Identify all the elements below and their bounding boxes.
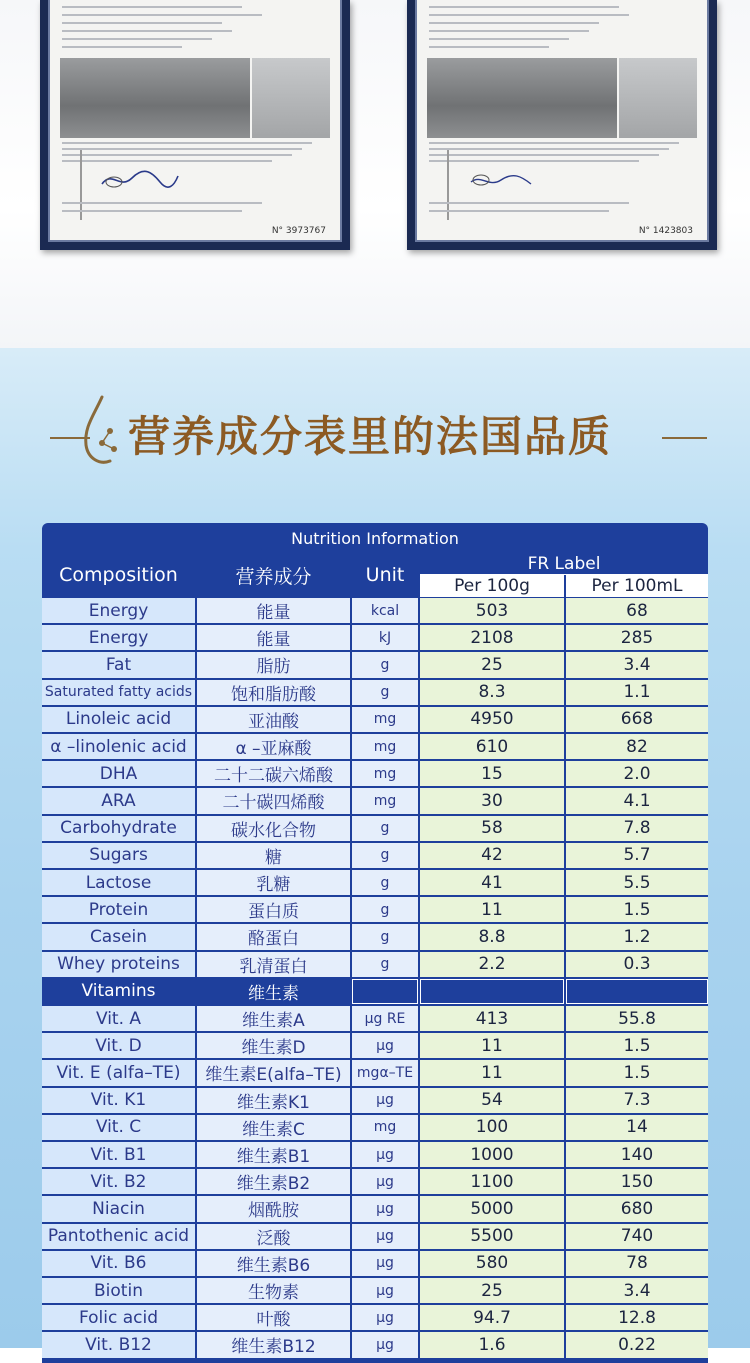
- row-per-100ml: 5.7: [566, 843, 708, 868]
- row-unit: g: [352, 652, 418, 677]
- row-per-100g: 5000: [420, 1196, 564, 1221]
- row-per-100g: 11: [420, 1060, 564, 1085]
- row-per-100g: 8.8: [420, 924, 564, 949]
- row-composition-cn: 生物素: [197, 1278, 350, 1303]
- signature-icon: [100, 168, 180, 192]
- row-composition: Carbohydrate: [42, 816, 195, 841]
- certificate-number: N° 3973767: [271, 226, 326, 236]
- row-unit: g: [352, 843, 418, 868]
- row-composition-cn: 蛋白质: [197, 897, 350, 922]
- row-per-100ml: 3.4: [566, 652, 708, 677]
- row-per-100ml: 150: [566, 1169, 708, 1194]
- row-unit: g: [352, 816, 418, 841]
- row-composition-cn: 维生素B1: [197, 1142, 350, 1167]
- row-unit: g: [352, 897, 418, 922]
- row-composition-cn: 乳清蛋白: [197, 952, 350, 977]
- row-unit: g: [352, 680, 418, 705]
- row-per-100ml: 140: [566, 1142, 708, 1167]
- row-composition-cn: 维生素C: [197, 1115, 350, 1140]
- header-unit: Unit: [365, 564, 405, 586]
- row-section-per-100ml: [566, 979, 708, 1004]
- row-per-100g: 8.3: [420, 680, 564, 705]
- row-per-100g: 503: [420, 598, 564, 623]
- row-composition: Vit. D: [42, 1033, 195, 1058]
- row-unit: μg: [352, 1305, 418, 1330]
- row-composition: Vit. B12: [42, 1332, 195, 1357]
- row-unit: mg: [352, 734, 418, 759]
- row-section-per-100g: [420, 979, 564, 1004]
- row-per-100ml: 7.8: [566, 816, 708, 841]
- row-unit: μg: [352, 1033, 418, 1058]
- row-per-100g: 54: [420, 1088, 564, 1113]
- header-fr-label: FR Label: [527, 554, 601, 574]
- row-per-100g: 30: [420, 788, 564, 813]
- row-per-100ml: 3.4: [566, 1278, 708, 1303]
- row-composition: Whey proteins: [42, 952, 195, 977]
- row-section-unit: [352, 979, 418, 1004]
- row-unit: kJ: [352, 625, 418, 650]
- row-composition-cn: 碳水化合物: [197, 816, 350, 841]
- row-composition-cn: 乳糖: [197, 870, 350, 895]
- row-unit: μg RE: [352, 1006, 418, 1031]
- row-per-100ml: 668: [566, 707, 708, 732]
- row-per-100ml: 82: [566, 734, 708, 759]
- row-composition: Vit. B1: [42, 1142, 195, 1167]
- row-composition-cn: 二十二碳六烯酸: [197, 761, 350, 786]
- row-unit: mg: [352, 707, 418, 732]
- row-per-100ml: 12.8: [566, 1305, 708, 1330]
- row-per-100g: 413: [420, 1006, 564, 1031]
- row-per-100ml: 14: [566, 1115, 708, 1140]
- row-per-100ml: 68: [566, 598, 708, 623]
- row-unit: g: [352, 924, 418, 949]
- row-per-100g: 100: [420, 1115, 564, 1140]
- row-per-100ml: 680: [566, 1196, 708, 1221]
- row-composition: Niacin: [42, 1196, 195, 1221]
- row-composition-cn: 维生素K1: [197, 1088, 350, 1113]
- row-unit: g: [352, 870, 418, 895]
- row-composition-cn: 叶酸: [197, 1305, 350, 1330]
- row-per-100ml: 4.1: [566, 788, 708, 813]
- row-per-100g: 42: [420, 843, 564, 868]
- row-composition: Folic acid: [42, 1305, 195, 1330]
- certificate-number: N° 1423803: [638, 226, 693, 236]
- row-unit: mg: [352, 761, 418, 786]
- row-per-100g: 25: [420, 652, 564, 677]
- row-per-100g: 11: [420, 1033, 564, 1058]
- row-per-100ml: 1.1: [566, 680, 708, 705]
- row-composition: Vit. C: [42, 1115, 195, 1140]
- row-section-label-cn: 维生素: [197, 979, 350, 1004]
- row-composition: Vit. B6: [42, 1251, 195, 1276]
- row-composition: Energy: [42, 598, 195, 623]
- signature-icon: [467, 168, 547, 192]
- row-composition-cn: 维生素B6: [197, 1251, 350, 1276]
- table-caption: Nutrition Information: [291, 528, 459, 548]
- header-per-100g: Per 100g: [420, 575, 564, 597]
- row-composition-cn: 维生素D: [197, 1033, 350, 1058]
- row-composition-cn: 维生素E(alfa–TE): [197, 1060, 350, 1085]
- row-section-label: Vitamins: [42, 979, 195, 1004]
- row-per-100ml: 740: [566, 1224, 708, 1249]
- certificate-frame-right: [407, 0, 717, 250]
- row-composition-cn: 泛酸: [197, 1224, 350, 1249]
- row-unit: μg: [352, 1224, 418, 1249]
- row-per-100g: 1000: [420, 1142, 564, 1167]
- row-composition: Casein: [42, 924, 195, 949]
- row-per-100g: 610: [420, 734, 564, 759]
- row-composition: Energy: [42, 625, 195, 650]
- row-composition: ARA: [42, 788, 195, 813]
- row-composition: Protein: [42, 897, 195, 922]
- row-per-100ml: 5.5: [566, 870, 708, 895]
- row-composition-cn: 二十碳四烯酸: [197, 788, 350, 813]
- row-unit: μg: [352, 1278, 418, 1303]
- section-title: 营养成分表里的法国品质: [128, 412, 613, 461]
- row-per-100g: 1100: [420, 1169, 564, 1194]
- row-per-100g: 1.6: [420, 1332, 564, 1357]
- header-composition: Composition: [59, 564, 178, 586]
- row-per-100ml: 55.8: [566, 1006, 708, 1031]
- row-per-100g: 11: [420, 897, 564, 922]
- row-unit: μg: [352, 1251, 418, 1276]
- header-per-100ml: Per 100mL: [566, 575, 708, 597]
- nutrition-table: [42, 523, 708, 1363]
- row-per-100ml: 0.3: [566, 952, 708, 977]
- row-composition: Vit. K1: [42, 1088, 195, 1113]
- row-composition: Pantothenic acid: [42, 1224, 195, 1249]
- row-composition-cn: 糖: [197, 843, 350, 868]
- droplet-icon: [80, 393, 124, 467]
- certificate-area: [0, 0, 750, 348]
- row-composition-cn: 能量: [197, 598, 350, 623]
- row-unit: mg: [352, 788, 418, 813]
- row-per-100g: 2108: [420, 625, 564, 650]
- row-composition-cn: 亚油酸: [197, 707, 350, 732]
- certificate-frame-left: [40, 0, 350, 250]
- row-composition-cn: 维生素B12: [197, 1332, 350, 1357]
- row-composition: Sugars: [42, 843, 195, 868]
- row-unit: μg: [352, 1169, 418, 1194]
- row-composition: Linoleic acid: [42, 707, 195, 732]
- row-composition: Fat: [42, 652, 195, 677]
- row-per-100ml: 0.22: [566, 1332, 708, 1357]
- row-composition-cn: 烟酰胺: [197, 1196, 350, 1221]
- row-composition: Saturated fatty acids: [42, 680, 195, 705]
- row-per-100ml: 1.2: [566, 924, 708, 949]
- row-composition-cn: 脂肪: [197, 652, 350, 677]
- row-per-100ml: 78: [566, 1251, 708, 1276]
- row-per-100g: 94.7: [420, 1305, 564, 1330]
- row-per-100ml: 1.5: [566, 1060, 708, 1085]
- row-per-100g: 5500: [420, 1224, 564, 1249]
- row-per-100ml: 2.0: [566, 761, 708, 786]
- row-unit: μg: [352, 1332, 418, 1357]
- row-unit: kcal: [352, 598, 418, 623]
- row-composition-cn: 能量: [197, 625, 350, 650]
- row-unit: g: [352, 952, 418, 977]
- row-composition: Vit. B2: [42, 1169, 195, 1194]
- row-composition: DHA: [42, 761, 195, 786]
- title-divider-right: [662, 437, 707, 439]
- row-unit: μg: [352, 1088, 418, 1113]
- row-per-100g: 15: [420, 761, 564, 786]
- row-per-100ml: 1.5: [566, 1033, 708, 1058]
- row-composition-cn: 酪蛋白: [197, 924, 350, 949]
- row-composition-cn: 维生素B2: [197, 1169, 350, 1194]
- row-composition: Lactose: [42, 870, 195, 895]
- row-per-100g: 4950: [420, 707, 564, 732]
- row-unit: mgα–TE: [352, 1060, 418, 1085]
- row-composition: Vit. A: [42, 1006, 195, 1031]
- row-unit: μg: [352, 1196, 418, 1221]
- row-per-100g: 41: [420, 870, 564, 895]
- row-unit: mg: [352, 1115, 418, 1140]
- row-per-100g: 580: [420, 1251, 564, 1276]
- row-composition-cn: 饱和脂肪酸: [197, 680, 350, 705]
- row-composition: Biotin: [42, 1278, 195, 1303]
- row-composition-cn: α –亚麻酸: [197, 734, 350, 759]
- row-per-100ml: 1.5: [566, 897, 708, 922]
- row-composition-cn: 维生素A: [197, 1006, 350, 1031]
- row-composition: Vit. E (alfa–TE): [42, 1060, 195, 1085]
- row-per-100g: 58: [420, 816, 564, 841]
- row-composition: α –linolenic acid: [42, 734, 195, 759]
- row-per-100ml: 285: [566, 625, 708, 650]
- header-composition-cn: 营养成分: [235, 565, 312, 588]
- row-unit: μg: [352, 1142, 418, 1167]
- row-per-100g: 25: [420, 1278, 564, 1303]
- row-per-100g: 2.2: [420, 952, 564, 977]
- row-per-100ml: 7.3: [566, 1088, 708, 1113]
